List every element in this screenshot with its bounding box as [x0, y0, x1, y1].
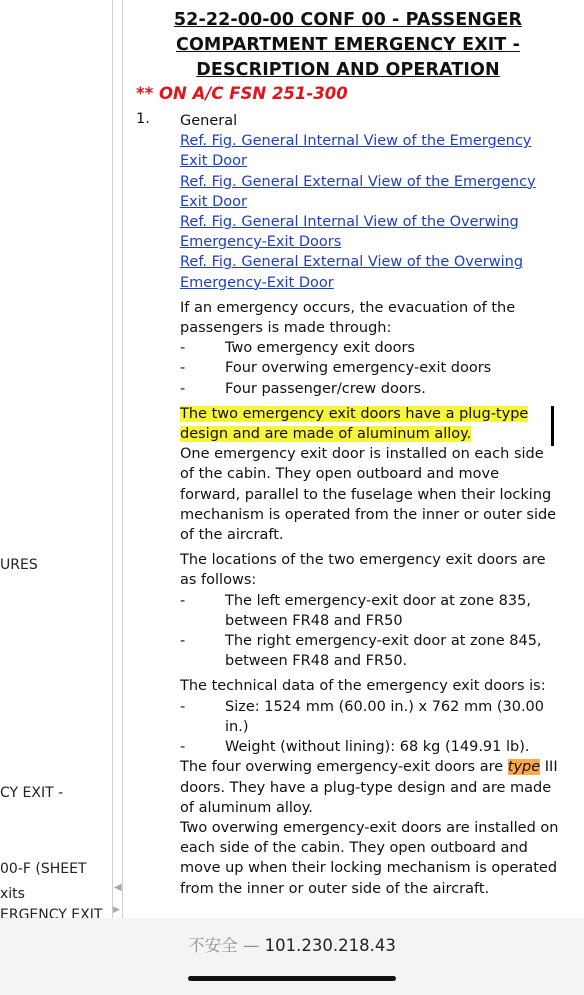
- document-title: 52-22-00-00 CONF 00 - PASSENGER COMPARTMENT EMERGENCY EXIT - DESCRIPTION AND OPERATION: [173, 10, 523, 80]
- toc-item[interactable]: CY EXIT -: [0, 785, 64, 801]
- section-general: [180, 111, 560, 899]
- door-description: One emergency exit door is installed on each side of the cabin. They open outboard and move forward, parallel to the fuselage when their locking mechanism is operated from the inner or outer side of the aircraft.: [180, 446, 557, 544]
- ref-link-internal-emergency-exit[interactable]: Ref. Fig. General Internal View of the Emergency Exit Door: [180, 133, 532, 170]
- ref-link-internal-overwing[interactable]: Ref. Fig. General Internal View of the Overwing Emergency-Exit Doors: [180, 214, 519, 251]
- ref-link-external-overwing[interactable]: Ref. Fig. General External View of the Overwing Emergency-Exit Door: [180, 254, 524, 291]
- locations-intro: The locations of the two emergency exit doors are as follows:: [180, 552, 546, 589]
- collapse-arrow-icon[interactable]: ◀: [114, 882, 122, 893]
- overwing-statement: The four overwing emergency-exit doors are type III doors. They have a plug-type design and are made of aluminum alloy.: [180, 759, 558, 816]
- url-host: 101.230.218.43: [264, 936, 396, 955]
- separator: —: [242, 936, 260, 955]
- text-cursor: [551, 406, 554, 446]
- document-content: [136, 8, 560, 918]
- browser-address-bar[interactable]: [0, 918, 584, 995]
- list-item: - Four overwing emergency-exit doors: [180, 360, 492, 377]
- list-item: - Two emergency exit doors: [180, 340, 415, 357]
- list-item: - The left emergency-exit door at zone 835, between FR48 and FR50: [180, 592, 531, 629]
- ref-link-external-emergency-exit[interactable]: Ref. Fig. General External View of the Emergency Exit Door: [180, 173, 536, 210]
- url-display[interactable]: [0, 932, 584, 956]
- plug-type-statement: [180, 404, 560, 444]
- highlighted-text: The two emergency exit doors have a plug-type design and are made of aluminum alloy.: [180, 405, 529, 443]
- toc-item[interactable]: 00-F (SHEET: [0, 861, 87, 877]
- section-heading: General: [180, 113, 238, 129]
- effectivity-line: ** ON A/C FSN 251-300: [136, 84, 348, 103]
- toc-sidebar: [0, 0, 112, 918]
- list-item: - The right emergency-exit door at zone 845, between FR48 and FR50.: [180, 633, 542, 670]
- list-item: - Size: 1524 mm (60.00 in.) x 762 mm (30.00 in.): [180, 698, 544, 735]
- section-number: 1.: [136, 111, 150, 127]
- home-indicator[interactable]: [188, 976, 396, 981]
- security-label: 不安全: [188, 936, 238, 955]
- toc-item[interactable]: URES: [0, 557, 38, 573]
- search-match-highlight: type: [507, 759, 541, 776]
- pane-divider[interactable]: [112, 0, 113, 918]
- toc-item[interactable]: ERGENCY EXIT: [0, 907, 103, 918]
- pane-divider[interactable]: [122, 0, 123, 918]
- overwing-description: Two overwing emergency-exit doors are installed on each side of the cabin. They open outboard and move up when their locking mechanism is operated from the inner or outer side of the aircraft.: [180, 819, 559, 897]
- list-item: - Weight (without lining): 68 kg (149.91 lb).: [180, 739, 530, 756]
- toc-item[interactable]: xits: [0, 886, 25, 902]
- tech-intro: The technical data of the emergency exit doors is:: [180, 678, 546, 695]
- expand-arrow-icon[interactable]: ▶: [113, 905, 120, 915]
- list-item: - Four passenger/crew doors.: [180, 380, 426, 397]
- evac-intro: If an emergency occurs, the evacuation of the passengers is made through:: [180, 299, 516, 337]
